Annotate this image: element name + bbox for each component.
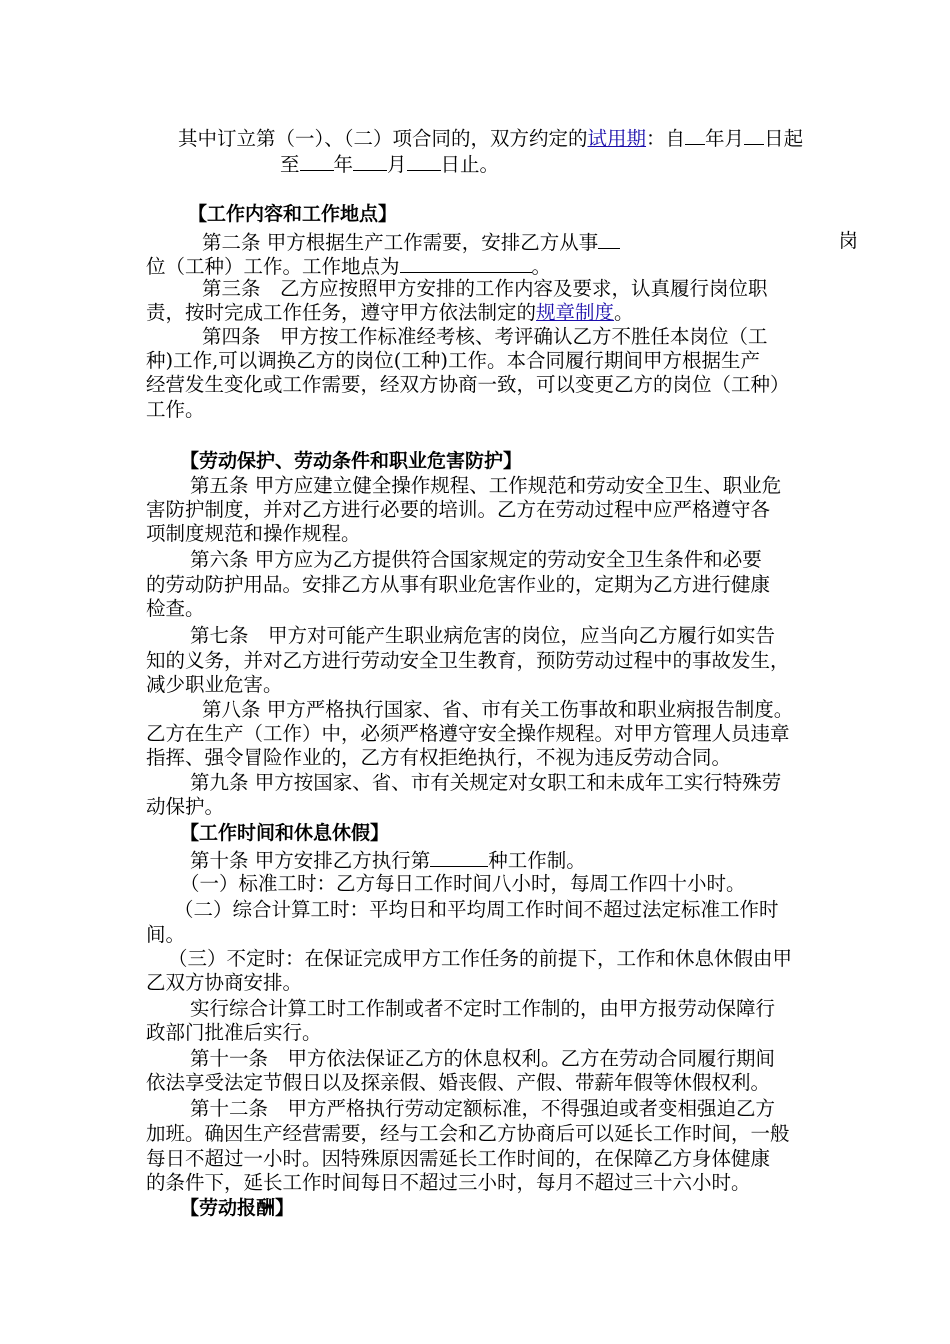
blank-field[interactable] — [300, 150, 334, 171]
section-heading-labor-protection: 【劳动保护、劳动条件和职业危害防护】 — [180, 450, 523, 472]
article-11-line: 依法享受法定节假日以及探亲假、婚丧假、产假、带薪年假等休假权利。 — [146, 1071, 771, 1094]
article-12-line: 加班。确因生产经营需要，经与工会和乙方协商后可以延长工作时间，一般 — [146, 1122, 790, 1145]
article-10-item-2: （二）综合计算工时：平均日和平均周工作时间不超过法定标准工作时 — [174, 898, 779, 921]
blank-field[interactable] — [430, 846, 488, 867]
article-9-line: 第九条 甲方按国家、省、市有关规定对女职工和未成年工实行特殊劳 — [190, 771, 782, 794]
section-heading-work-content: 【工作内容和工作地点】 — [188, 203, 398, 225]
blank-field[interactable] — [400, 252, 532, 273]
article-3-line-1: 第三条 乙方应按照甲方安排的工作内容及要求，认真履行岗位职 — [202, 277, 768, 300]
article-4-line: 工作。 — [146, 398, 205, 421]
article-10-item-2: 间。 — [146, 923, 186, 946]
blank-field[interactable] — [407, 150, 441, 171]
article-4-line: 第四条 甲方按工作标准经考核、考评确认乙方不胜任本岗位（工 — [202, 325, 768, 348]
article-10-item-3: （三）不定时：在保证完成甲方工作任务的前提下，工作和休息休假由甲 — [168, 947, 793, 970]
article-6-line: 第六条 甲方应为乙方提供符合国家规定的劳动安全卫生条件和必要 — [190, 548, 762, 571]
blank-field[interactable] — [685, 124, 705, 145]
article-5-line: 项制度规范和操作规程。 — [146, 522, 361, 545]
article-4-line: 经营发生变化或工作需要，经双方协商一致，可以变更乙方的岗位（工种） — [146, 373, 790, 396]
article-8-line: 乙方在生产（工作）中，必须严格遵守安全操作规程。对甲方管理人员违章 — [146, 722, 790, 745]
article-6-line: 检查。 — [146, 597, 205, 620]
blank-field[interactable] — [744, 124, 764, 145]
article-7-line: 减少职业危害。 — [146, 673, 283, 696]
article-11-line: 第十一条 甲方依法保证乙方的休息权利。乙方在劳动合同履行期间 — [190, 1047, 776, 1070]
article-12-line: 第十二条 甲方严格执行劳动定额标准，不得强迫或者变相强迫乙方 — [190, 1097, 776, 1120]
article-7-line: 第七条 甲方对可能产生职业病危害的岗位，应当向乙方履行如实告 — [190, 624, 776, 647]
article-10-item-1: （一）标准工时：乙方每日工作时间八小时，每周工作四十小时。 — [180, 872, 746, 895]
probation-line-2: 至 年 月 日止。 — [280, 150, 499, 176]
article-2-line-2: 位（工种）工作。工作地点为 。 — [146, 252, 551, 278]
article-8-line: 指挥、强令冒险作业的，乙方有权拒绝执行，不视为违反劳动合同。 — [146, 746, 732, 769]
article-8-line: 第八条 甲方严格执行国家、省、市有关工伤事故和职业病报告制度。 — [202, 698, 794, 721]
article-10-item-3: 乙双方协商安排。 — [146, 971, 303, 994]
blank-field[interactable] — [353, 150, 387, 171]
probation-link[interactable]: 试用期 — [587, 127, 647, 150]
section-heading-remuneration: 【劳动报酬】 — [180, 1197, 295, 1219]
article-5-line: 害防护制度，并对乙方进行必要的培训。乙方在劳动过程中应严格遵守各 — [146, 498, 771, 521]
article-12-line: 每日不超过一小时。因特殊原因需延长工作时间的，在保障乙方身体健康 — [146, 1147, 771, 1170]
article-6-line: 的劳动防护用品。安排乙方从事有职业危害作业的，定期为乙方进行健康 — [146, 573, 771, 596]
article-10-line: 第十条 甲方安排乙方执行第 种工作制。 — [190, 846, 586, 872]
article-10-note: 实行综合计算工时工作制或者不定时工作制的，由甲方报劳动保障行 — [190, 997, 776, 1020]
article-12-line: 的条件下，延长工作时间每日不超过三小时，每月不超过三十六小时。 — [146, 1171, 751, 1194]
article-10-note: 政部门批准后实行。 — [146, 1021, 322, 1044]
article-4-line: 种)工作,可以调换乙方的岗位(工种)工作。本合同履行期间甲方根据生产 — [146, 349, 761, 372]
probation-line-1: 其中订立第（一）、（二）项合同的，双方约定的试用期：自 年月 日起 — [178, 124, 803, 150]
blank-field[interactable] — [598, 228, 620, 249]
article-2-line-1: 第二条 甲方根据生产工作需要，安排乙方从事 岗 — [202, 229, 858, 254]
article-3-line-2: 责，按时完成工作任务，遵守甲方依法制定的规章制度。 — [146, 301, 634, 324]
section-heading-working-hours: 【工作时间和休息休假】 — [180, 822, 390, 844]
article-5-line: 第五条 甲方应建立健全操作规程、工作规范和劳动安全卫生、职业危 — [190, 474, 782, 497]
regulations-link[interactable]: 规章制度 — [536, 301, 615, 324]
article-7-line: 知的义务，并对乙方进行劳动安全卫生教育，预防劳动过程中的事故发生， — [146, 649, 790, 672]
article-9-line: 动保护。 — [146, 795, 225, 818]
